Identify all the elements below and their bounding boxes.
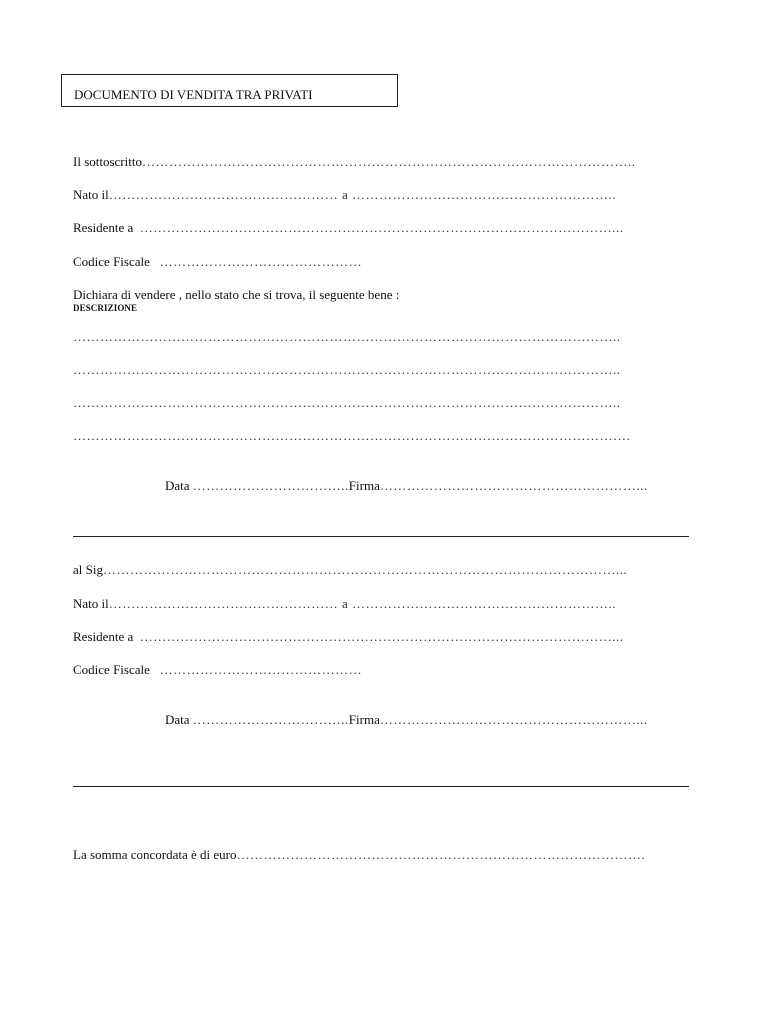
fill-line[interactable]: ……………………………………………………………………………………………………... bbox=[102, 562, 628, 577]
field-nato-il[interactable] bbox=[73, 596, 616, 612]
section-divider bbox=[73, 786, 689, 787]
seller-date-signature[interactable] bbox=[165, 478, 648, 494]
field-al-sig[interactable] bbox=[73, 562, 627, 578]
data-label: Data bbox=[165, 712, 190, 727]
fill-line[interactable]: …………………………………………… a ………………………………………………….. bbox=[108, 187, 617, 202]
fill-line[interactable]: ……………………………………………………………………………………………... bbox=[139, 220, 624, 235]
description-line[interactable]: ………………………………………………………………………………………………………….. bbox=[73, 329, 621, 344]
document-title: DOCUMENTO DI VENDITA TRA PRIVATI bbox=[74, 87, 313, 102]
field-codice-fiscale[interactable] bbox=[73, 662, 362, 678]
description-line[interactable]: ………………………………………………………………………………………………………….. bbox=[73, 395, 621, 410]
field-label: Codice Fiscale bbox=[73, 662, 150, 677]
signature-fill-line[interactable]: …………………………………………………... bbox=[379, 478, 648, 493]
date-fill-line[interactable]: …………………………….. bbox=[192, 712, 349, 727]
field-somma-concordata[interactable] bbox=[73, 847, 645, 863]
fill-line[interactable]: ……………………………………………………………………………………………….. bbox=[141, 154, 636, 169]
section-divider bbox=[73, 536, 689, 537]
firma-label: Firma bbox=[348, 712, 380, 727]
field-label: Residente a bbox=[73, 220, 134, 235]
fill-line[interactable]: ……………………………………… bbox=[159, 254, 363, 269]
field-nato-il[interactable] bbox=[73, 187, 616, 203]
field-label: Il sottoscritto bbox=[73, 154, 142, 169]
field-label: La somma concordata è di euro bbox=[73, 847, 237, 862]
date-fill-line[interactable]: …………………………….. bbox=[192, 478, 349, 493]
field-codice-fiscale[interactable] bbox=[73, 254, 362, 270]
document-title-box bbox=[61, 74, 398, 107]
dichiara-text: Dichiara di vendere , nello stato che si trova, il seguente bene : bbox=[73, 287, 400, 302]
field-label: Nato il bbox=[73, 596, 109, 611]
field-residente[interactable] bbox=[73, 220, 624, 236]
description-line[interactable]: ……………………………………………………………………………………………………………. bbox=[73, 428, 631, 443]
field-residente[interactable] bbox=[73, 629, 624, 645]
fill-line[interactable]: ……………………………………… bbox=[159, 662, 363, 677]
field-label: Residente a bbox=[73, 629, 134, 644]
field-label: Codice Fiscale bbox=[73, 254, 150, 269]
description-line[interactable]: ………………………………………………………………………………………………………….. bbox=[73, 362, 621, 377]
descrizione-label: DESCRIZIONE bbox=[73, 303, 138, 313]
field-label: Nato il bbox=[73, 187, 109, 202]
fill-line[interactable]: ……………………………………………………………………………………………... bbox=[139, 629, 624, 644]
fill-line[interactable]: ………………………………………………………………………………. bbox=[236, 847, 646, 862]
fill-line[interactable]: …………………………………………… a ………………………………………………….. bbox=[108, 596, 617, 611]
signature-fill-line[interactable]: …………………………………………………... bbox=[379, 712, 648, 727]
firma-label: Firma bbox=[348, 478, 380, 493]
field-sottoscritto[interactable] bbox=[73, 154, 635, 170]
buyer-date-signature[interactable] bbox=[165, 712, 648, 728]
field-label: al Sig bbox=[73, 562, 103, 577]
data-label: Data bbox=[165, 478, 190, 493]
